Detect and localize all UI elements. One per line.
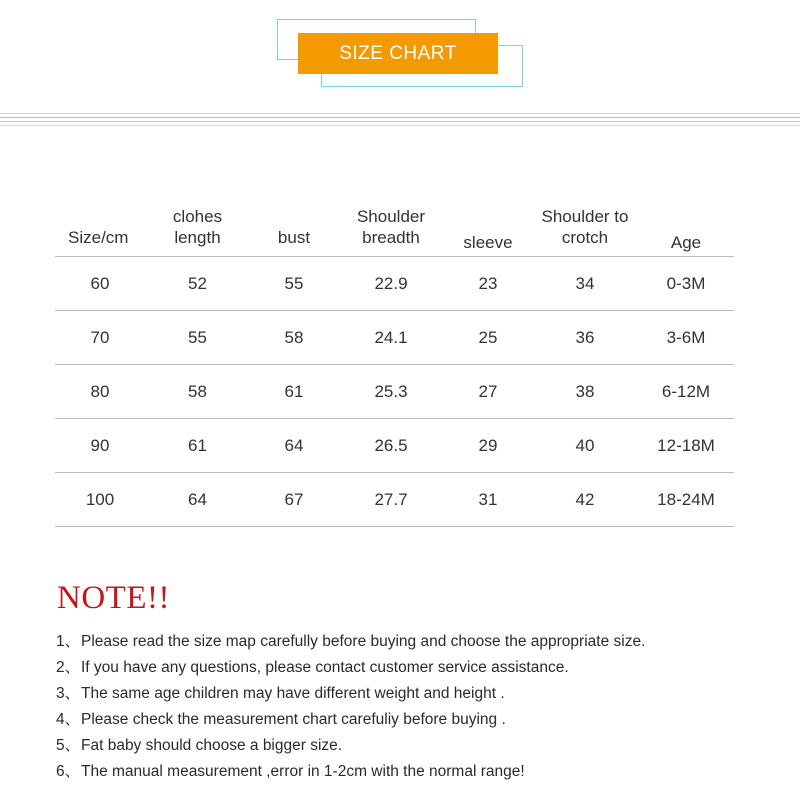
note-text: If you have any questions, please contact customer service assistance. (81, 659, 569, 676)
table-row (55, 311, 734, 365)
cell-shoulder-to-crotch: 40 (532, 419, 638, 473)
cell-shoulder-breadth: 24.1 (338, 311, 444, 365)
note-item (56, 735, 645, 761)
decorative-stripe (0, 121, 800, 122)
note-item (56, 657, 645, 683)
note-text: The same age children may have different weight and height . (81, 685, 505, 702)
cell-age: 6-12M (638, 365, 734, 419)
cell-bust: 58 (250, 311, 338, 365)
note-text: The manual measurement ,error in 1-2cm with the normal range! (81, 763, 525, 780)
cell-bust: 64 (250, 419, 338, 473)
cell-clothes-length: 55 (145, 311, 250, 365)
cell-sleeve: 25 (444, 311, 532, 365)
note-number: 2、 (56, 659, 81, 676)
note-text: Fat baby should choose a bigger size. (81, 737, 343, 754)
cell-sleeve: 27 (444, 365, 532, 419)
table-row (55, 365, 734, 419)
cell-age: 12-18M (638, 419, 734, 473)
cell-shoulder-to-crotch: 42 (532, 473, 638, 527)
cell-shoulder-breadth: 27.7 (338, 473, 444, 527)
cell-size: 100 (55, 473, 145, 527)
cell-clothes-length: 64 (145, 473, 250, 527)
table-header-row (55, 190, 734, 257)
note-item (56, 761, 645, 787)
note-number: 6、 (56, 763, 81, 780)
note-number: 5、 (56, 737, 81, 754)
table-row (55, 419, 734, 473)
notes-list (56, 631, 645, 787)
cell-size: 60 (55, 257, 145, 311)
cell-size: 80 (55, 365, 145, 419)
note-number: 4、 (56, 711, 81, 728)
cell-bust: 61 (250, 365, 338, 419)
column-header-bust: bust (250, 190, 338, 257)
note-text: Please check the measurement chart carefuliy before buying . (81, 711, 506, 728)
note-title: NOTE!! (57, 580, 170, 616)
cell-age: 3-6M (638, 311, 734, 365)
cell-size: 90 (55, 419, 145, 473)
cell-clothes-length: 52 (145, 257, 250, 311)
cell-shoulder-breadth: 22.9 (338, 257, 444, 311)
cell-shoulder-breadth: 26.5 (338, 419, 444, 473)
column-header-sleeve: sleeve (444, 190, 532, 257)
cell-clothes-length: 58 (145, 365, 250, 419)
cell-size: 70 (55, 311, 145, 365)
cell-shoulder-to-crotch: 36 (532, 311, 638, 365)
column-header-clothes-length: clohes length (145, 190, 250, 257)
table-row (55, 257, 734, 311)
cell-shoulder-to-crotch: 38 (532, 365, 638, 419)
size-table (55, 190, 734, 527)
decorative-stripe (0, 125, 800, 126)
note-number: 3、 (56, 685, 81, 702)
cell-clothes-length: 61 (145, 419, 250, 473)
decorative-stripe (0, 117, 800, 118)
decorative-stripe (0, 113, 800, 114)
column-header-size: Size/cm (55, 190, 145, 257)
table-row (55, 473, 734, 527)
cell-shoulder-to-crotch: 34 (532, 257, 638, 311)
column-header-age: Age (638, 190, 734, 257)
cell-sleeve: 23 (444, 257, 532, 311)
page-title: SIZE CHART (298, 33, 498, 74)
note-item (56, 709, 645, 735)
column-header-shoulder-breadth: Shoulder breadth (338, 190, 444, 257)
cell-sleeve: 29 (444, 419, 532, 473)
note-item (56, 631, 645, 657)
size-chart-banner (0, 0, 800, 130)
cell-shoulder-breadth: 25.3 (338, 365, 444, 419)
cell-age: 18-24M (638, 473, 734, 527)
cell-bust: 67 (250, 473, 338, 527)
note-item (56, 683, 645, 709)
note-number: 1、 (56, 633, 81, 650)
cell-bust: 55 (250, 257, 338, 311)
note-text: Please read the size map carefully before buying and choose the appropriate size. (81, 633, 646, 650)
column-header-shoulder-to-crotch: Shoulder to crotch (532, 190, 638, 257)
cell-sleeve: 31 (444, 473, 532, 527)
cell-age: 0-3M (638, 257, 734, 311)
